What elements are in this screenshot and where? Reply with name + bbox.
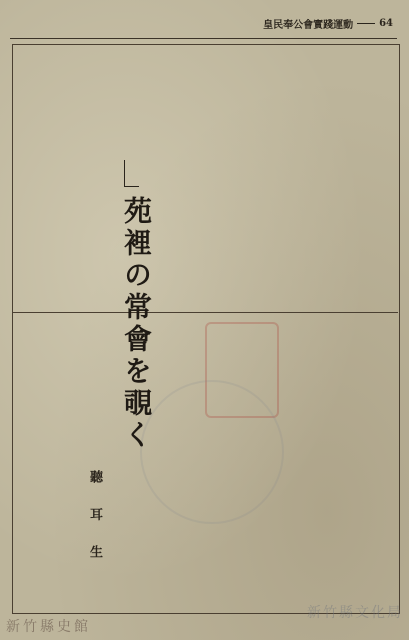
title-bracket-mark [124,160,139,187]
page-number: 64 [379,18,393,29]
right-paragraph [201,318,391,604]
top-paragraph [23,48,391,310]
header-rule [10,38,397,39]
article-title: 苑裡の常會を覗く [120,196,153,452]
article-author: 聽 耳 生 [87,470,102,569]
section-divider [12,312,398,313]
left-paragraph [18,318,148,604]
header-dash [357,23,375,24]
archive-stamp-left: 新竹縣史館 [6,619,91,635]
archive-stamp-right: 新竹縣文化局 [307,605,403,621]
page-header [263,16,393,31]
header-title: 皇民奉公會實踐運動 [263,20,354,31]
